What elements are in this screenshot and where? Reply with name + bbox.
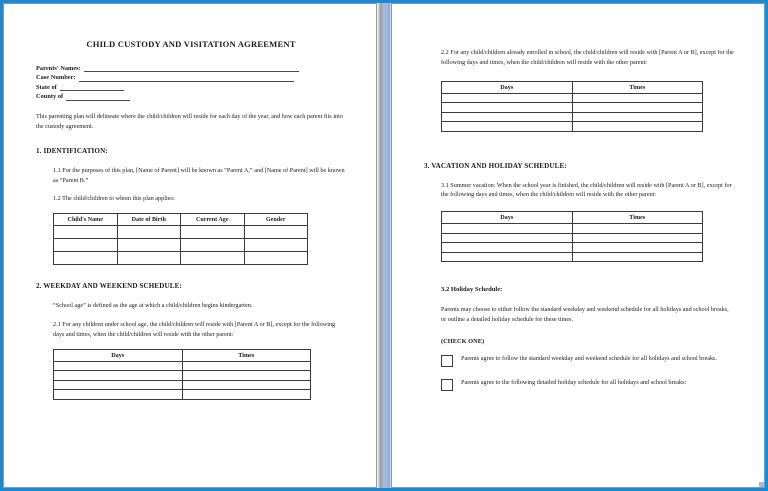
checkbox-option-label: Parents agree to follow the standard weekday and weekend schedule for all holidays and school breaks. [461,354,718,362]
table-cell[interactable] [54,252,118,265]
table-cell[interactable] [442,103,573,113]
table-cell[interactable] [54,371,183,381]
checkbox-icon[interactable] [441,379,453,391]
table-cell[interactable] [442,93,573,103]
table-cell[interactable] [572,103,703,113]
document-page-1[interactable] [3,3,377,488]
page-title: CHILD CUSTODY AND VISITATION AGREEMENT [86,39,296,49]
table-cell[interactable] [442,122,573,132]
table-cell[interactable] [182,361,311,371]
table-cell[interactable] [244,226,308,239]
table-row[interactable] [442,93,703,103]
field-case-number[interactable] [36,75,346,82]
days-times-table-2-1[interactable] [53,349,311,400]
page-2-content [392,4,764,487]
table-cell[interactable] [572,233,703,243]
table-header-row [54,349,311,361]
table-row[interactable] [442,224,703,234]
fill-in-line[interactable] [66,94,130,101]
field-label: Parents' Names: [36,64,81,72]
table-cell[interactable] [442,243,573,253]
table-cell[interactable] [442,233,573,243]
table-cell[interactable] [182,390,311,400]
field-county-of[interactable] [36,94,346,101]
clause-1-1: 1.1 For the purposes of this plan, [Name of Parent] will be known as “Parent A,” and [Name of Parent] will be known as “Parent B.” [53,166,345,184]
clause-2-2-block [441,48,734,132]
vacation-body [441,181,734,391]
table-cell[interactable] [181,226,245,239]
section-heading-weekday-weekend: 2. WEEKDAY AND WEEKEND SCHEDULE: [36,282,182,291]
column-header-child-name: Child's Name [54,214,118,226]
table-cell[interactable] [181,239,245,252]
identification-body [53,166,346,265]
section-heading-identification: 1. IDENTIFICATION: [36,146,108,155]
children-table[interactable] [53,213,308,265]
fill-in-line[interactable] [84,65,299,72]
viewer-corner-marker [759,482,764,487]
weekday-body [53,301,346,399]
school-age-definition: “School age” is defined as the age at which a child/children begins kindergarten. [53,302,253,310]
table-cell[interactable] [244,252,308,265]
table-row[interactable] [54,226,308,239]
column-header-gender: Gender [244,214,308,226]
table-row[interactable] [442,233,703,243]
table-cell[interactable] [181,252,245,265]
table-row[interactable] [442,243,703,253]
table-cell[interactable] [572,112,703,122]
table-cell[interactable] [442,224,573,234]
table-cell[interactable] [442,252,573,262]
field-label: Case Number: [36,74,76,82]
subsection-heading-holiday-schedule: 3.2 Holiday Schedule: [441,286,503,294]
table-row[interactable] [54,371,311,381]
parties-fields [36,65,346,101]
table-cell[interactable] [572,93,703,103]
table-row[interactable] [54,361,311,371]
column-header-days: Days [442,212,573,224]
table-row[interactable] [54,239,308,252]
column-header-times: Times [572,81,703,93]
document-page-2[interactable] [391,3,765,488]
table-cell[interactable] [572,224,703,234]
checkbox-icon[interactable] [441,355,453,367]
page-gutter [377,3,391,488]
table-cell[interactable] [442,112,573,122]
table-cell[interactable] [54,361,183,371]
intro-paragraph: This parenting plan will delineate where the child/children will reside for each day of the year, and how each parent fits into the custody agreement. [36,112,343,130]
table-cell[interactable] [182,371,311,381]
field-label: State of [36,83,57,91]
table-row[interactable] [54,380,311,390]
table-header-row [442,81,703,93]
clause-3-1: 3.1 Summer vacation: When the school year is finished, the child/children will reside with [Parent A or B], except for the following days and times, when the child/children will reside with the other parent: [441,181,732,199]
days-times-table-2-2[interactable] [441,81,703,132]
checkbox-option-label: Parents agree to the following detailed holiday schedule for all holidays and school breaks: [461,378,687,386]
column-header-times: Times [572,212,703,224]
table-cell[interactable] [572,243,703,253]
table-header-row [54,214,308,226]
table-cell[interactable] [54,380,183,390]
table-cell[interactable] [182,380,311,390]
table-header-row [442,212,703,224]
table-cell[interactable] [117,252,181,265]
field-parents-names[interactable] [36,65,346,72]
table-cell[interactable] [117,239,181,252]
clause-2-1: 2.1 For any children under school age, the child/children will reside with [Parent A or B], except for the following days and times, when the child/children will reside with the other parent: [53,321,336,338]
checkbox-option-standard[interactable] [441,354,734,367]
table-row[interactable] [54,390,311,400]
column-header-date-of-birth: Date of Birth [117,214,181,226]
page-1-content [4,4,376,487]
table-cell[interactable] [244,239,308,252]
table-row[interactable] [54,252,308,265]
days-times-table-3-1[interactable] [441,211,703,262]
checkbox-option-detailed[interactable] [441,378,734,391]
field-state-of[interactable] [36,84,346,91]
table-row[interactable] [442,112,703,122]
table-row[interactable] [442,252,703,262]
table-cell[interactable] [54,239,118,252]
fill-in-line[interactable] [60,84,124,91]
column-header-days: Days [54,349,183,361]
table-row[interactable] [442,122,703,132]
holiday-schedule-body: Parents may choose to either follow the standard weekday and weekend schedule for all holidays and school breaks, or outline a detailed holiday schedule for these times. [441,306,729,323]
table-cell[interactable] [572,252,703,262]
field-label: County of [36,93,64,101]
check-one-label: (CHECK ONE) [441,337,485,345]
fill-in-line[interactable] [79,75,294,82]
table-cell[interactable] [54,390,183,400]
column-header-times: Times [182,349,311,361]
table-row[interactable] [442,103,703,113]
table-cell[interactable] [572,122,703,132]
table-cell[interactable] [54,226,118,239]
column-header-current-age: Current Age [181,214,245,226]
table-cell[interactable] [117,226,181,239]
section-heading-vacation-holiday: 3. VACATION AND HOLIDAY SCHEDULE: [424,161,567,170]
clause-1-2: 1.2 The child/children to whom this plan applies: [53,195,175,203]
column-header-days: Days [442,81,573,93]
clause-2-2: 2.2 For any child/children already enrolled in school, the child/children will reside with [Parent A or B], except for the following days and times, when the child/children will reside with the other parent: [441,49,734,66]
